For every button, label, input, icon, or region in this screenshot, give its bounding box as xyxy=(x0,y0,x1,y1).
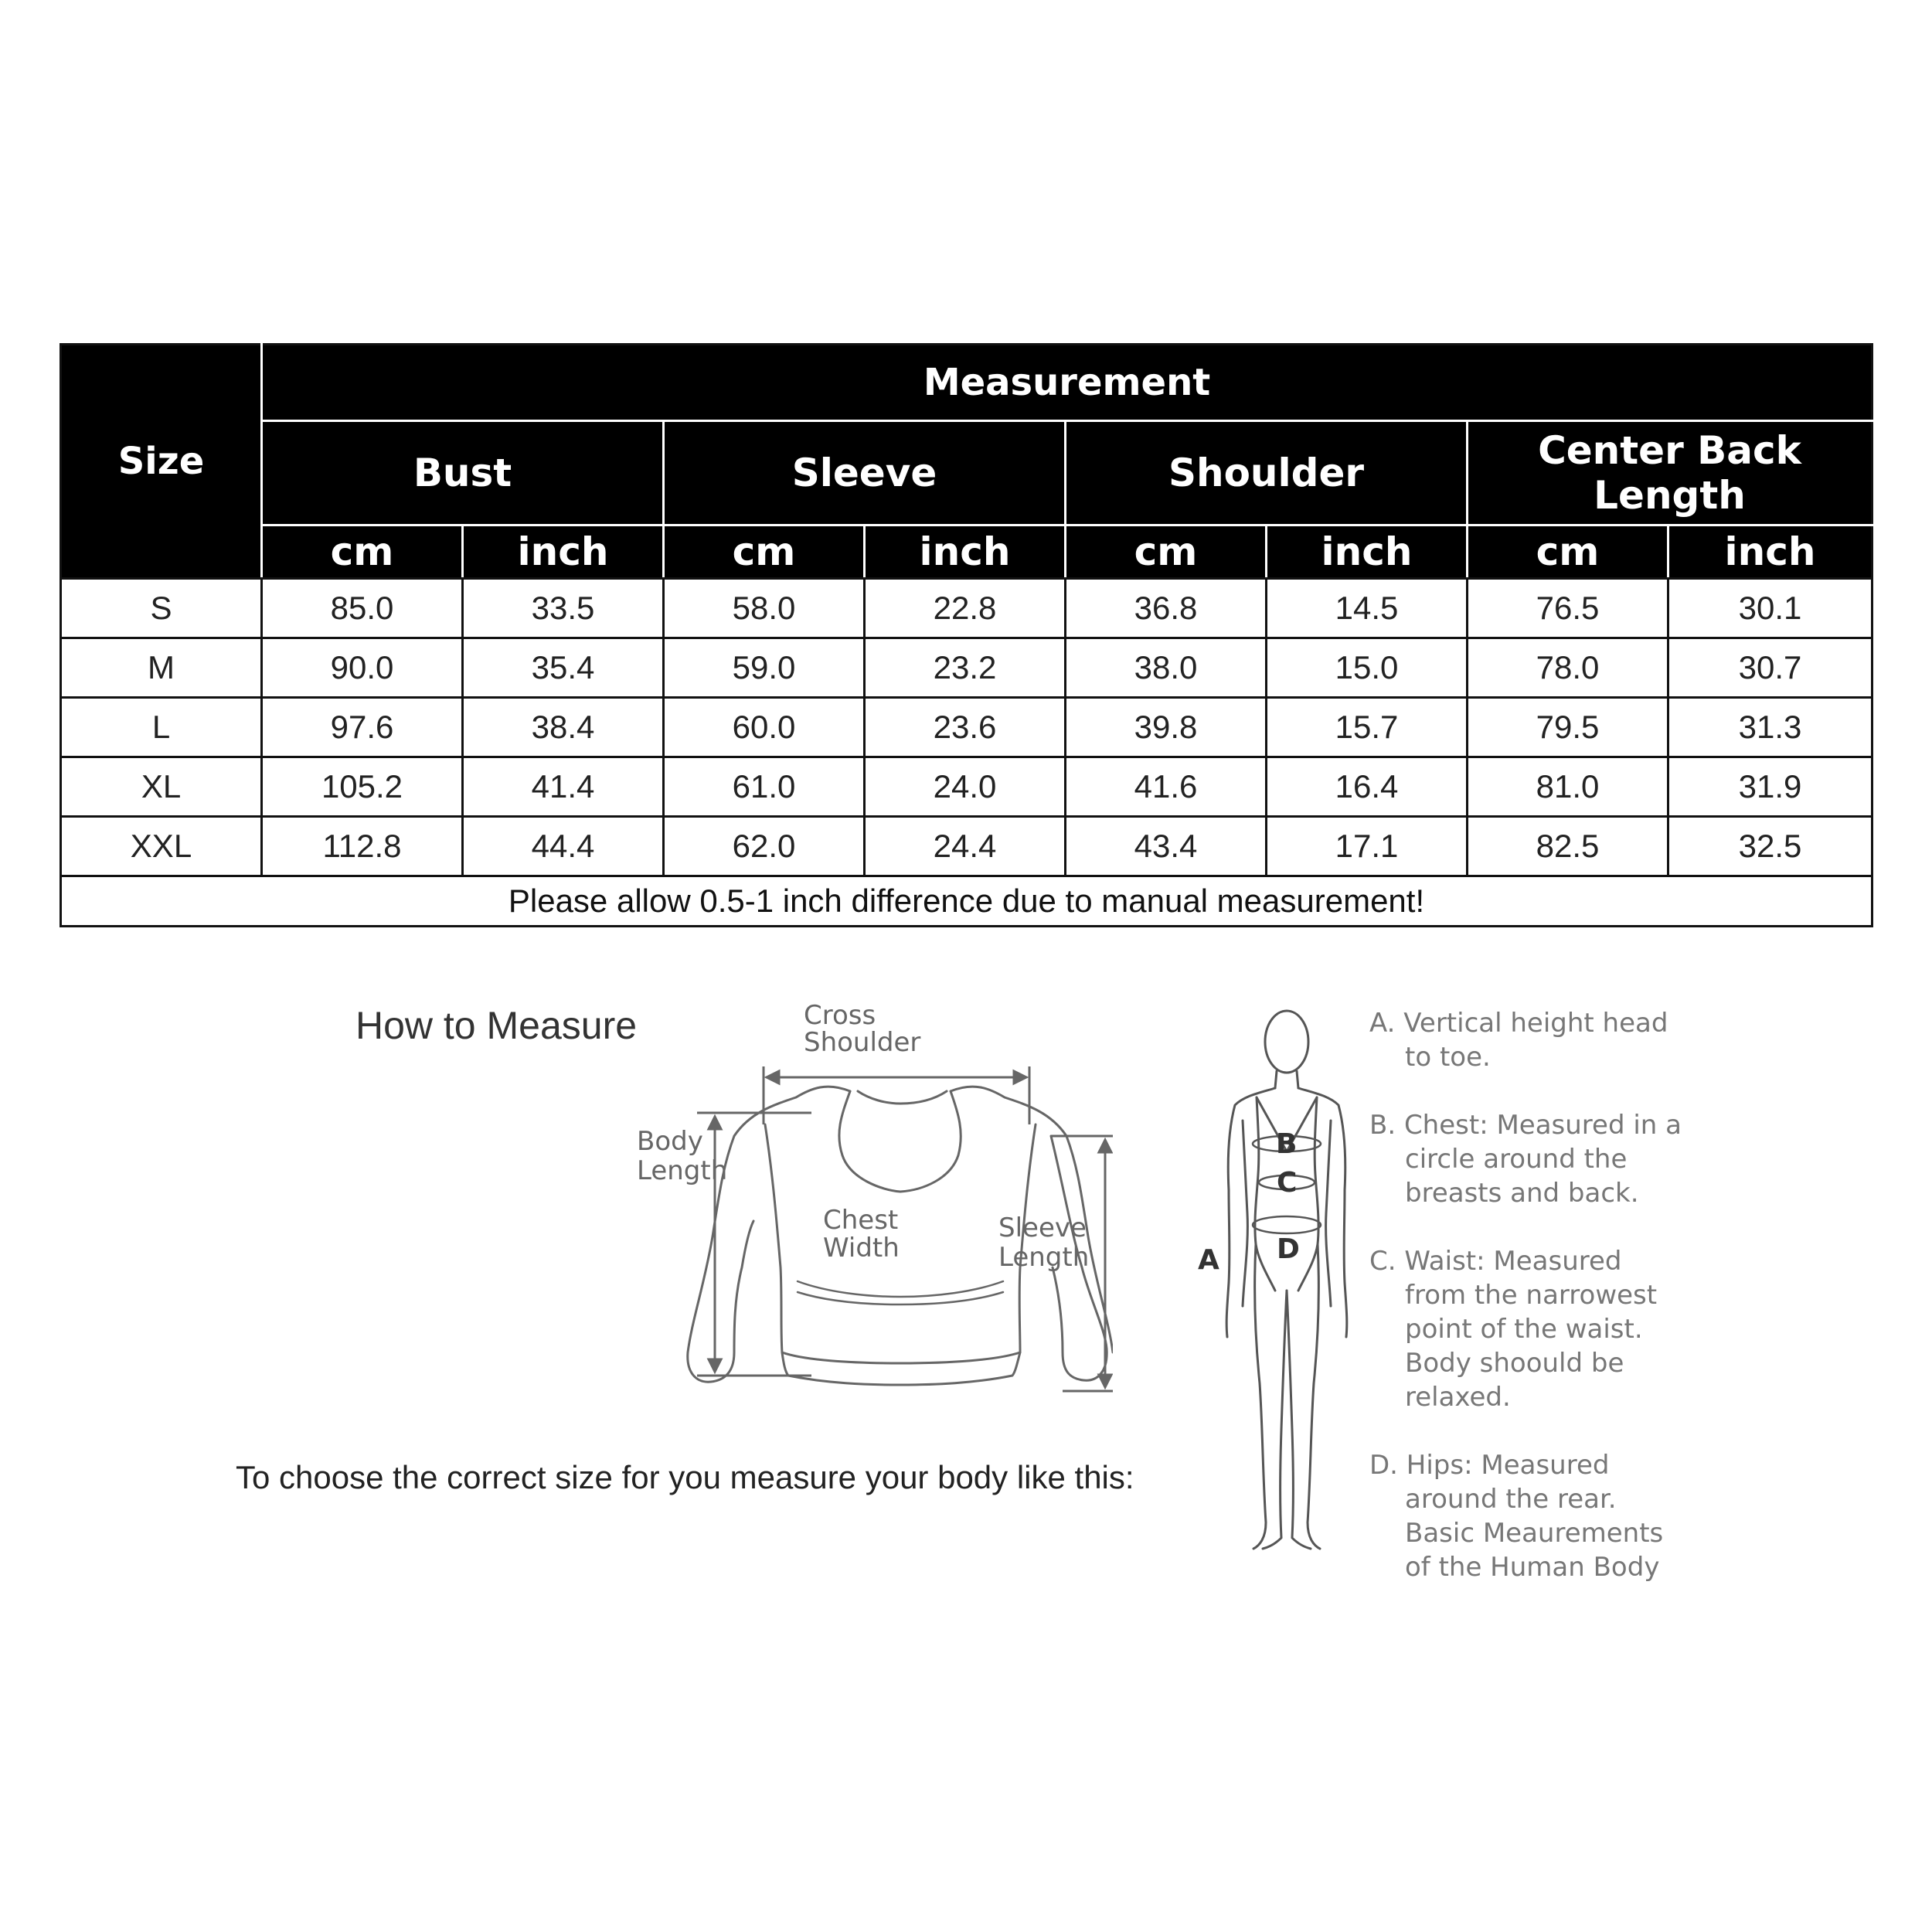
note-line: Body shoould be xyxy=(1405,1348,1624,1379)
measurement-cell: 59.0 xyxy=(664,638,865,698)
measurement-cell: 58.0 xyxy=(664,579,865,638)
measurement-cell: 90.0 xyxy=(262,638,463,698)
measurement-cell: 35.4 xyxy=(463,638,664,698)
sleeve-length-label-1: Sleeve xyxy=(998,1213,1087,1243)
unit-header: cm xyxy=(664,526,865,579)
human-body-diagram xyxy=(1182,997,1368,1569)
note-line: to toe. xyxy=(1405,1042,1491,1073)
measurement-cell: 76.5 xyxy=(1468,579,1668,638)
measurement-cell: 31.3 xyxy=(1668,698,1872,757)
sweater-labels xyxy=(618,989,1113,1406)
measurement-cell: 15.0 xyxy=(1267,638,1468,698)
measurement-cell: 41.4 xyxy=(463,757,664,817)
measurement-cell: 36.8 xyxy=(1066,579,1267,638)
measurement-cell: 38.4 xyxy=(463,698,664,757)
size-cell: L xyxy=(61,698,262,757)
note-item xyxy=(1369,1006,1910,1074)
sleeve-header: Sleeve xyxy=(664,421,1066,526)
table-row xyxy=(61,817,1872,876)
size-cell: XXL xyxy=(61,817,262,876)
note-line: relaxed. xyxy=(1405,1382,1511,1413)
measurement-cell: 82.5 xyxy=(1468,817,1668,876)
table-row xyxy=(61,579,1872,638)
sleeve-length-label xyxy=(998,1213,1089,1272)
shoulder-header: Shoulder xyxy=(1066,421,1468,526)
body-measurement-notes xyxy=(1369,1006,1910,1618)
measurement-cell: 32.5 xyxy=(1668,817,1872,876)
unit-header: inch xyxy=(463,526,664,579)
table-row xyxy=(61,698,1872,757)
size-cell: M xyxy=(61,638,262,698)
table-row xyxy=(61,757,1872,817)
measurement-cell: 81.0 xyxy=(1468,757,1668,817)
note-line: from the narrowest xyxy=(1405,1280,1658,1311)
measurement-header: Measurement xyxy=(262,345,1872,421)
size-cell: XL xyxy=(61,757,262,817)
measurement-cell: 24.0 xyxy=(865,757,1066,817)
body-marker-b: B xyxy=(1276,1128,1298,1160)
note-item xyxy=(1369,1244,1910,1414)
note-line: of the Human Body xyxy=(1405,1552,1660,1583)
measurement-cell: 17.1 xyxy=(1267,817,1468,876)
body-length-label-2: Length xyxy=(637,1155,728,1186)
measurement-cell: 23.6 xyxy=(865,698,1066,757)
body-marker-c: C xyxy=(1277,1167,1298,1199)
measurement-cell: 85.0 xyxy=(262,579,463,638)
note-line: A. Vertical height head xyxy=(1369,1008,1668,1039)
measurement-cell: 61.0 xyxy=(664,757,865,817)
bust-header: Bust xyxy=(262,421,664,526)
unit-header: inch xyxy=(865,526,1066,579)
measurement-cell: 97.6 xyxy=(262,698,463,757)
measurement-cell: 78.0 xyxy=(1468,638,1668,698)
measurement-cell: 112.8 xyxy=(262,817,463,876)
note-line: circle around the xyxy=(1405,1144,1628,1175)
measurement-cell: 105.2 xyxy=(262,757,463,817)
size-cell: S xyxy=(61,579,262,638)
unit-header: cm xyxy=(1066,526,1267,579)
unit-header: cm xyxy=(1468,526,1668,579)
body-marker-a: A xyxy=(1198,1244,1219,1276)
note-line: B. Chest: Measured in a xyxy=(1369,1110,1682,1141)
how-to-measure-title: How to Measure xyxy=(355,1004,638,1047)
measurement-cell: 38.0 xyxy=(1066,638,1267,698)
note-item xyxy=(1369,1108,1910,1210)
note-line: point of the waist. xyxy=(1405,1314,1643,1345)
note-line: C. Waist: Measured xyxy=(1369,1246,1622,1277)
measurement-cell: 14.5 xyxy=(1267,579,1468,638)
unit-header: inch xyxy=(1668,526,1872,579)
measurement-note: Please allow 0.5-1 inch difference due to manual measurement! xyxy=(61,876,1872,927)
measurement-cell: 33.5 xyxy=(463,579,664,638)
note-line: D. Hips: Measured xyxy=(1369,1450,1610,1481)
measurement-cell: 30.1 xyxy=(1668,579,1872,638)
body-marker-d: D xyxy=(1277,1233,1300,1265)
measurement-cell: 62.0 xyxy=(664,817,865,876)
note-line: breasts and back. xyxy=(1405,1178,1639,1209)
measurement-cell: 44.4 xyxy=(463,817,664,876)
size-chart-table xyxy=(60,343,1873,927)
cross-shoulder-label-1: Cross xyxy=(804,1000,876,1031)
unit-header: cm xyxy=(262,526,463,579)
size-column-header: Size xyxy=(61,345,262,579)
table-body xyxy=(61,579,1872,876)
chest-width-label-1: Chest xyxy=(823,1205,899,1236)
measurement-cell: 30.7 xyxy=(1668,638,1872,698)
measurement-cell: 16.4 xyxy=(1267,757,1468,817)
cross-shoulder-label-2: Shoulder xyxy=(804,1027,921,1058)
instruction-text: To choose the correct size for you measure your body like this: xyxy=(236,1459,1134,1495)
measurement-cell: 39.8 xyxy=(1066,698,1267,757)
measurement-cell: 41.6 xyxy=(1066,757,1267,817)
measurement-cell: 60.0 xyxy=(664,698,865,757)
measurement-cell: 24.4 xyxy=(865,817,1066,876)
measurement-cell: 22.8 xyxy=(865,579,1066,638)
note-line: Basic Meaurements xyxy=(1405,1518,1664,1549)
sleeve-length-label-2: Length xyxy=(998,1242,1090,1273)
measurement-cell: 23.2 xyxy=(865,638,1066,698)
chest-width-label-2: Width xyxy=(823,1233,900,1264)
note-item xyxy=(1369,1448,1910,1584)
measurement-cell: 15.7 xyxy=(1267,698,1468,757)
center-back-length-header: Center Back Length xyxy=(1468,421,1872,526)
measurement-cell: 79.5 xyxy=(1468,698,1668,757)
body-length-label-1: Body xyxy=(637,1126,703,1157)
measurement-cell: 31.9 xyxy=(1668,757,1872,817)
table-row xyxy=(61,638,1872,698)
unit-header: inch xyxy=(1267,526,1468,579)
measurement-cell: 43.4 xyxy=(1066,817,1267,876)
note-line: around the rear. xyxy=(1405,1484,1617,1515)
